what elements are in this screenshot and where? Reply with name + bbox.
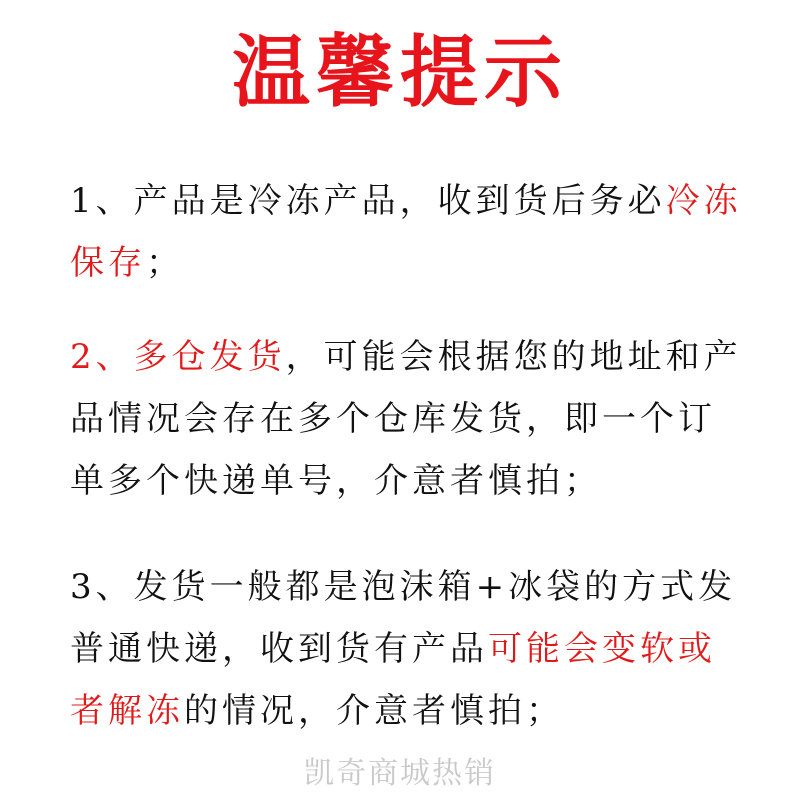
notice-1-highlight: 冷冻保存 [70, 181, 742, 283]
notice-2-text: ，可能会根据您的地址和产品情况会存在多个仓库发货，即一个订单多个快递单号，介意者慎拍； [70, 337, 742, 501]
watermark: 凯奇商城热销 [304, 756, 496, 791]
notice-3-text: 3、发货一般都是泡沫箱+冰袋的方式发普通快递，收到货有产品 [70, 567, 737, 669]
notice-3-end: 的情况，介意者慎拍； [184, 691, 564, 731]
page-title: 温馨提示 [231, 28, 568, 118]
notice-item-3 [70, 556, 750, 742]
notice-3-highlight: 可能会变软或者解冻 [70, 629, 716, 731]
notice-2-highlight: 2、多仓发货 [70, 337, 286, 377]
notice-item-2 [70, 326, 750, 512]
notice-item-1 [70, 170, 750, 294]
notice-1-text: 1、产品是冷冻产品，收到货后务必 [70, 181, 666, 221]
notice-1-end: ； [146, 243, 184, 283]
